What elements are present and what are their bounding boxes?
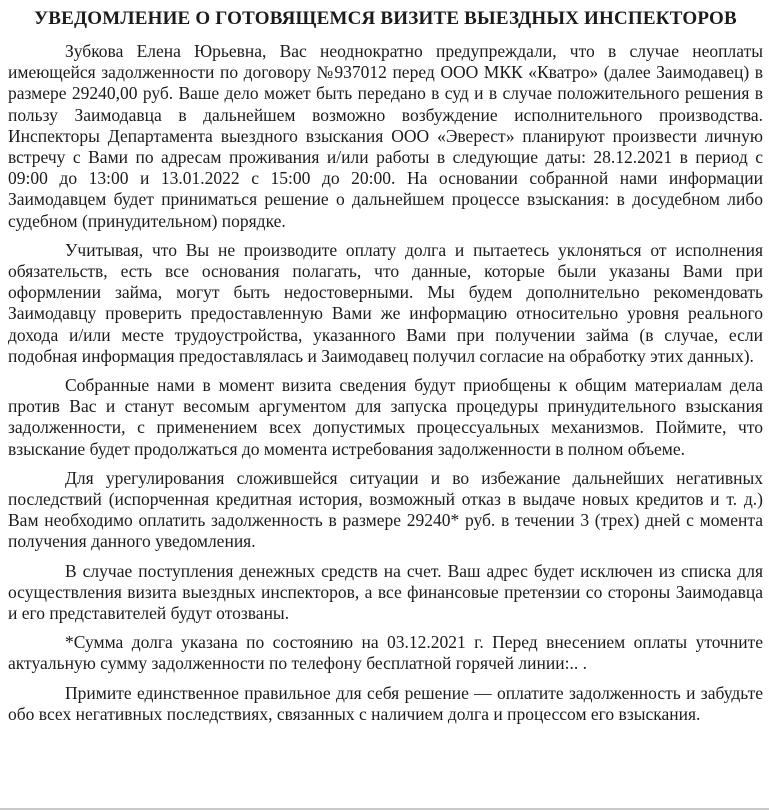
- paragraph-data-verification: Учитывая, что Вы не производите оплату долга и пытаетесь уклоняться от исполнения обязательств, есть все основания полагать, что данные, которые были указаны Вами при оформлении займа, могут быть недостоверными. Мы будем дополнительно рекомендовать Заимодавцу проверить предоставленную Вами же информацию относительно уровня реального дохода и/или месте трудоустройства, указанного Вами при получении займа (в случае, если подобная информация предоставлялась и Заимодавец получил согласие на обработку этих данных).: [8, 239, 763, 366]
- paragraph-visit-evidence: Собранные нами в момент визита сведения будут приобщены к общим материалам дела против Вас и станут весомым аргументом для запуска процедуры принудительного взыскания задолженности, с применением всех допустимых процессуальных механизмов. Поймите, что взыскание будет продолжаться до момента истребования задолженности в полном объеме.: [8, 375, 763, 459]
- document-title: УВЕДОМЛЕНИЕ О ГОТОВЯЩЕМСЯ ВИЗИТЕ ВЫЕЗДНЫХ ИНСПЕКТОРОВ: [34, 8, 737, 29]
- paragraph-debt-notice: Зубкова Елена Юрьевна, Вас неоднократно предупреждали, что в случае неоплаты имеющейся задолженности по договору №937012 перед ООО МКК «Кватро» (далее Заимодавец) в размере 29240,00 руб. Ваше дело может быть передано в суд и в случае положительного решения в пользу Заимодавца в дальнейшем возможно возбуждение исполнительного производства. Инспекторы Департамента выездного взыскания ООО «Эверест» планируют произвести личную встречу с Вами по адресам проживания и/или работы в следующие даты: 28.12.2021 в период с 09:00 до 13:00 и 13.01.2022 с 15:00 до 20:00. На основании собранной нами информации Заимодавцем будет приниматься решение о дальнейшем процессе взыскания: в досудебном либо судебном (принудительном) порядке.: [8, 41, 763, 231]
- paragraph-payment-demand: Для урегулирования сложившейся ситуации и во избежание дальнейших негативных последствий (испорченная кредитная история, возможный отказ в выдаче новых кредитов и т. д.) Вам необходимо оплатить задолженность в размере 29240* руб. в течении 3 (трех) дней с момента получения данного уведомления.: [8, 467, 763, 552]
- paragraph-final-appeal: Примите единственное правильное для себя решение — оплатите задолженность и забудьте обо всех негативных последствиях, связанных с наличием долга и процессом его взыскания.: [8, 682, 763, 724]
- paragraph-payment-result: В случае поступления денежных средств на счет. Ваш адрес будет исключен из списка для осуществления визита выездных инспекторов, а все финансовые претензии со стороны Заимодавца и его представителей будут отозваны.: [8, 560, 763, 624]
- paragraph-amount-footnote: *Сумма долга указана по состоянию на 03.12.2021 г. Перед внесением оплаты уточните актуальную сумму задолженности по телефону бесплатной горячей линии:.. .: [8, 632, 763, 674]
